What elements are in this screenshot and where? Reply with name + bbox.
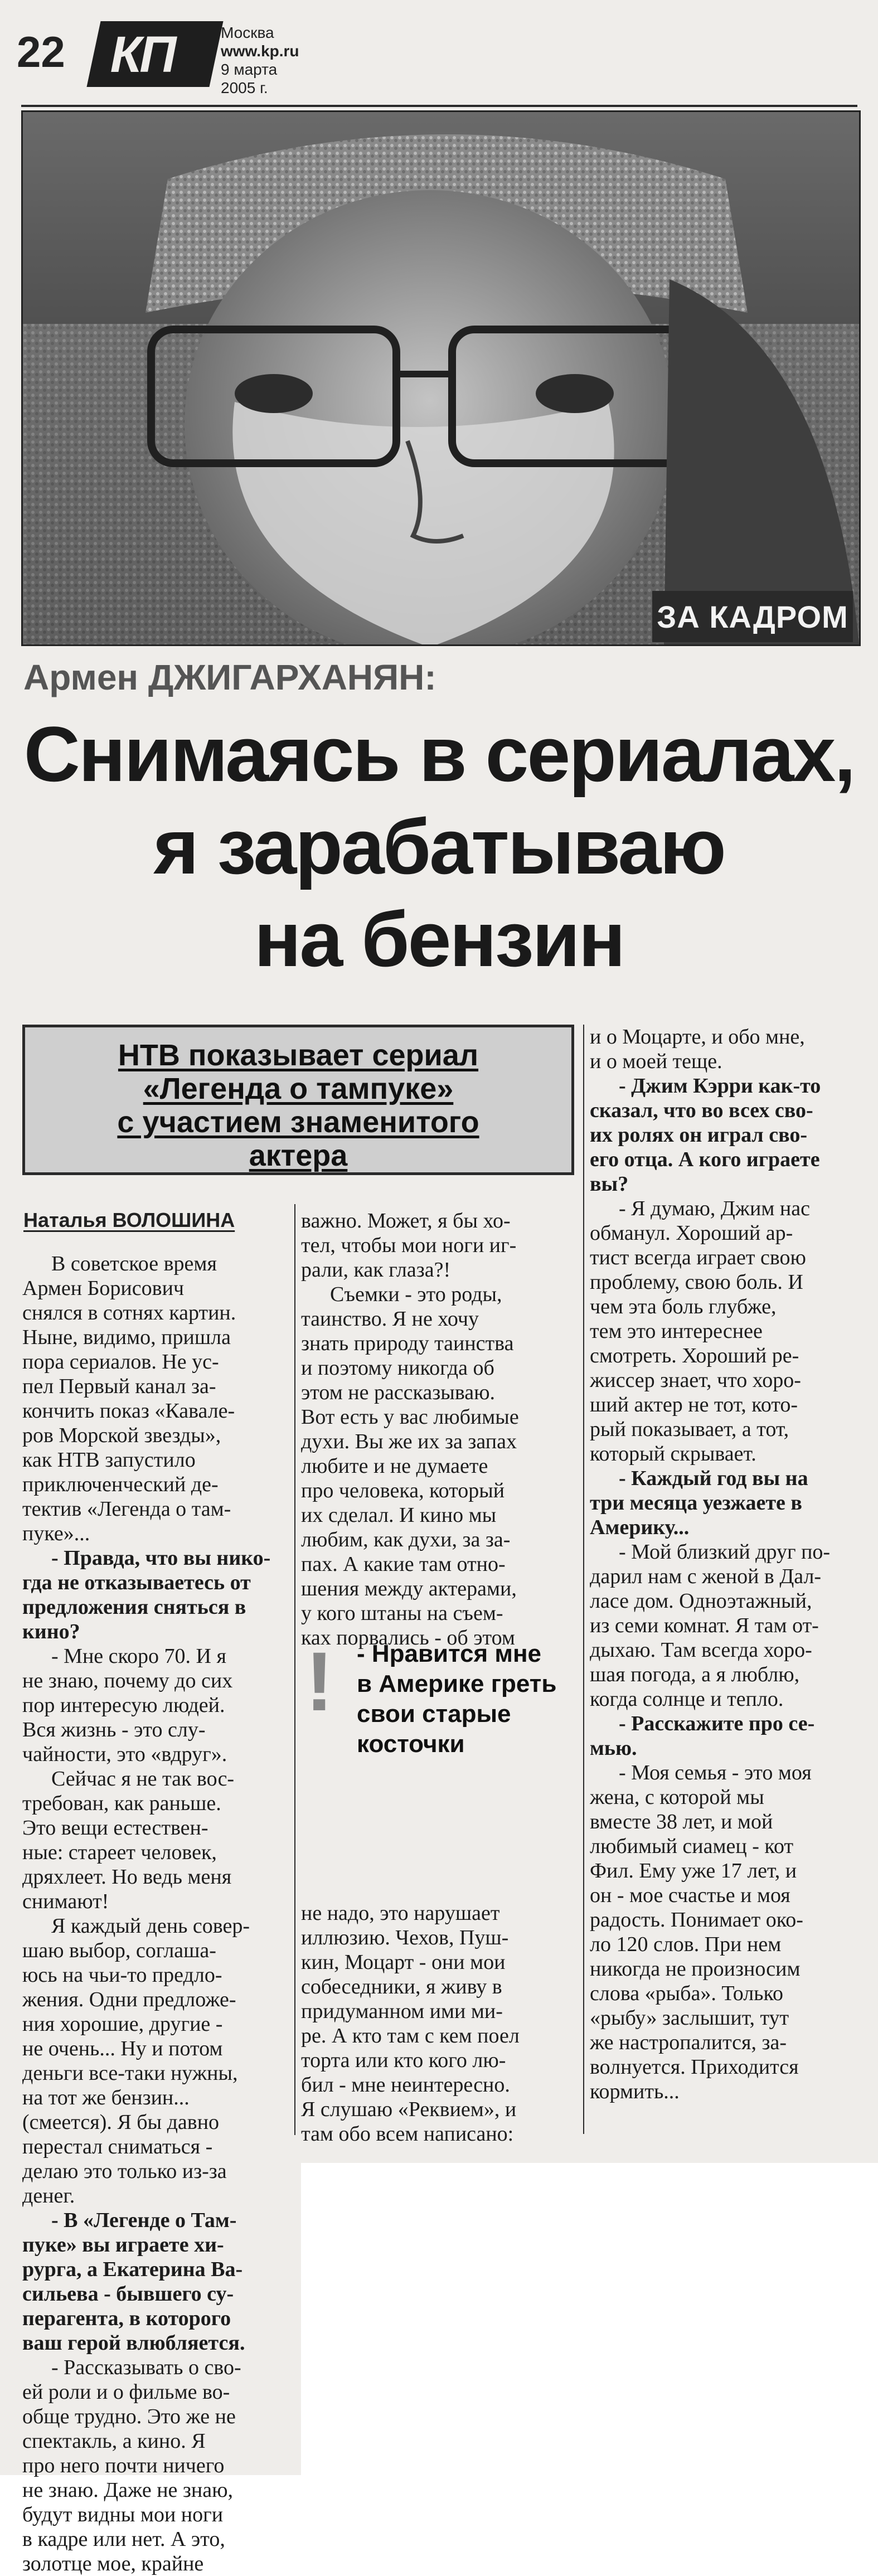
article-line: предложения сняться в [22,1595,246,1619]
article-line: таинство. Я не хочу [301,1307,479,1331]
article-line: обще трудно. Это же не [22,2405,236,2428]
article-line: шения между актерами, [301,1577,517,1600]
article-line: знать природу таинства [301,1332,514,1355]
article-line: пуке»... [22,1522,90,1545]
article-line: вместе 38 лет, и мой [590,1810,773,1833]
article-line: Я слушаю «Реквием», и [301,2098,517,2121]
article-line: его отца. А кого играете [590,1148,820,1171]
article-line: - Моя семья - это моя [619,1761,812,1784]
lead-box [22,1025,574,1175]
lead-line: НТВ показывает сериал [118,1039,479,1072]
article-line: на тот же бензин... [22,2086,190,2109]
article-line: тел, чтобы мои ноги иг- [301,1234,517,1257]
kp-logo [86,21,223,87]
issue-date: 9 марта [221,61,278,78]
website-url: www.kp.ru [221,42,299,60]
article-line: который скрывает. [590,1442,756,1466]
article-line: там обо всем написано: [301,2122,514,2146]
article-line: В советское время [51,1252,217,1275]
article-line: бил - мне неинтересно. [301,2073,510,2097]
article-line: сказал, что во всех сво- [590,1099,813,1122]
text-column-1 [22,1251,290,2576]
article-line: ей роли и о фильме во- [22,2380,230,2404]
article-line: смотреть. Хороший ре- [590,1344,799,1367]
article-line: как НТВ запустило [22,1448,196,1472]
article-line: чем эта боль глубже, [590,1295,777,1318]
article-line: пор интересую людей. [22,1694,225,1717]
article-line: - Я думаю, Джим нас [619,1197,811,1220]
article-line: тист всегда играет свою [590,1246,806,1269]
article-line: рали, как глаза?! [301,1258,451,1282]
headline-line: на бензин [254,895,624,983]
article-line: важно. Может, я бы хо- [301,1209,511,1233]
headline [0,708,878,986]
article-line: из семи комнат. Я там от- [590,1614,819,1637]
article-line: радость. Понимает око- [590,1908,803,1932]
article-line: в кадре или нет. А это, [22,2528,225,2551]
article-line: жена, с которой мы [590,1786,764,1809]
article-line: дарил нам с женой в Дал- [590,1565,822,1588]
article-line: перестал сниматься - [22,2135,213,2158]
article-line: Америку... [590,1516,690,1539]
article-kicker: Армен ДЖИГАРХАНЯН: [23,657,436,697]
article-line: - Джим Кэрри как-то [619,1074,821,1098]
article-line: у кого штаны на съем- [301,1602,503,1625]
article-line: не знаю, почему до сих [22,1669,233,1692]
article-line: Вот есть у вас любимые [301,1405,519,1429]
article-line: пуке» вы играете хи- [22,2233,224,2257]
pull-quote-line: в Америке греть [357,1670,557,1697]
article-line: - Рассказывать о сво- [51,2356,241,2379]
article-line: мью. [590,1736,637,1760]
text-column-2-continued [301,1901,574,2146]
article-line: не знаю. Даже не знаю, [22,2478,234,2502]
portrait-photo [21,110,861,646]
article-line: волнуется. Приходится [590,2055,799,2079]
headline-line: я зарабатываю [153,803,725,890]
article-line: собеседники, я живу в [301,1975,502,1998]
article-line: кончить показ «Кавале- [22,1399,235,1423]
article-line: и о моей теще. [590,1050,722,1073]
article-line: про человека, который [301,1479,505,1502]
article-line: пах. А какие там отно- [301,1553,506,1576]
article-line: ров Морской звезды», [22,1424,221,1447]
article-line: сильева - бывшего су- [22,2282,234,2306]
article-line: - Расскажите про се- [619,1712,815,1735]
article-line: Я каждый день совер- [51,1914,250,1938]
article-line: чайности, это «вдруг». [22,1743,227,1766]
article-line: ках порвались - об этом [301,1626,515,1650]
article-line: делаю это только из-за [22,2160,227,2183]
pull-quote-line: косточки [357,1730,465,1758]
article-line: их ролях он играл сво- [590,1123,808,1147]
article-line: никогда не произносим [590,1957,801,1981]
article-line: шаю выбор, соглаша- [22,1939,216,1962]
article-line: Армен Борисович [22,1277,185,1300]
article-line: проблему, свою боль. И [590,1270,803,1294]
article-line: перагента, в которого [22,2307,231,2330]
article-line: дыхаю. Там всегда хоро- [590,1638,812,1662]
article-line: духи. Вы же их за запах [301,1430,517,1453]
article-line: ло 120 слов. При нем [590,1933,782,1956]
article-line: рурга, а Екатерина Ва- [22,2258,243,2281]
article-line: - Мой близкий друг по- [619,1540,831,1564]
article-line: когда солнце и тепло. [590,1687,784,1711]
article-line: кормить... [590,2080,680,2103]
article-line: обманул. Хороший ар- [590,1221,793,1245]
article-line: снимают! [22,1890,109,1913]
article-line: же настропалится, за- [590,2031,787,2054]
article-line: рый показывает, а тот, [590,1418,789,1441]
article-line: слова «рыба». Только [590,1982,784,2005]
byline: Наталья ВОЛОШИНА [23,1209,235,1231]
article-line: жиссер знает, что хоро- [590,1369,801,1392]
issue-year: 2005 г. [221,79,268,96]
article-line: тектив «Легенда о там- [22,1497,231,1521]
article-line: юсь на чьи-то предло- [22,1963,222,1987]
article-line: денег. [22,2184,75,2208]
section-tag [652,591,853,642]
article-line: любите и не думаете [301,1454,488,1478]
article-line: ре. А кто там с кем поел [301,2024,520,2048]
masthead-info [221,23,299,97]
article-line: спектакль, а кино. Я [22,2429,206,2453]
article-line: - Мне скоро 70. И я [51,1644,226,1668]
article-line: не надо, это нарушает [301,1901,500,1925]
article-line: приключенческий де- [22,1473,219,1496]
lead-line: актера [249,1139,348,1172]
lead-line: «Легенда о тампуке» [143,1072,454,1105]
article-line: Съемки - это роды, [330,1283,502,1306]
page-number: 22 [17,27,65,76]
text-column-3 [590,1025,863,2104]
article-line: золотце мое, крайне [22,2552,204,2575]
article-line: он - мое счастье и моя [590,1884,790,1907]
article-line: кино? [22,1620,80,1643]
article-line: деньги все-таки нужны, [22,2061,238,2085]
article-line: - В «Легенде о Там- [51,2209,237,2232]
column-divider [583,1025,584,2134]
kp-logo-text: КП [110,26,174,83]
article-line: Вся жизнь - это слу- [22,1718,206,1741]
article-line: «рыбу» заслышит, тут [590,2006,789,2030]
article-line: снялся в сотнях картин. [22,1301,236,1325]
article-line: шая погода, а я люблю, [590,1663,800,1686]
article-line: их сделал. И кино мы [301,1503,497,1527]
article-line: придуманном ими ми- [301,2000,503,2023]
article-line: кин, Моцарт - они мои [301,1951,506,1974]
article-line: и поэтому никогда об [301,1356,494,1380]
article-line: тем это интереснее [590,1319,763,1343]
section-tag-label: ЗА КАДРОМ [657,599,848,634]
lead-text [47,1039,549,1172]
article-line: этом не рассказываю. [301,1381,496,1404]
article-line: любимый сиамец - кот [590,1835,794,1858]
headline-line: Снимаясь в сериалах, [23,710,855,798]
article-line: ваш герой влюбляется. [22,2331,245,2355]
exclamation-icon: ! [305,1634,333,1728]
article-line: Фил. Ему уже 17 лет, и [590,1859,797,1883]
article-line: гда не отказываетесь от [22,1571,251,1594]
article-line: Ныне, видимо, пришла [22,1326,231,1349]
article-line: требован, как раньше. [22,1792,221,1815]
article-line: про него почти ничего [22,2454,225,2477]
article-line: вы? [590,1172,629,1196]
article-line: - Правда, что вы нико- [51,1546,271,1570]
article-line: и о Моцарте, и обо мне, [590,1025,805,1049]
article-line: - Каждый год вы на [619,1467,808,1490]
pull-quote [305,1633,579,1789]
article-line: не очень... Ну и потом [22,2037,223,2060]
article-line: Это вещи естествен- [22,1816,208,1840]
portrait-illustration [23,112,859,644]
article-line: торта или кто кого лю- [301,2049,506,2072]
article-line: Сейчас я не так вос- [51,1767,235,1791]
header-rule [21,105,857,107]
article-line: ший актер не тот, кото- [590,1393,798,1416]
article-line: ные: стареет человек, [22,1841,217,1864]
text-column-2 [301,1209,574,1650]
lead-line: с участием знаменитого [117,1105,479,1139]
article-line: три месяца уезжаете в [590,1491,802,1515]
article-line: будут видны мои ноги [22,2503,224,2526]
article-line: иллюзию. Чехов, Пуш- [301,1926,509,1949]
city: Москва [221,24,274,41]
article-line: (смеется). Я бы давно [22,2111,220,2134]
pull-quote-line: - Нравится мне [357,1640,542,1667]
article-line: пора сериалов. Не ус- [22,1350,219,1374]
column-divider [294,1204,295,2135]
article-line: дряхлеет. Но ведь меня [22,1865,232,1889]
article-line: ласе дом. Одноэтажный, [590,1589,812,1613]
article-line: пел Первый канал за- [22,1375,216,1398]
article-line: ния хорошие, другие - [22,2012,223,2036]
article-line: любим, как духи, за за- [301,1528,511,1551]
pull-quote-line: свои старые [357,1700,511,1728]
article-line: жения. Одни предложе- [22,1988,236,2011]
